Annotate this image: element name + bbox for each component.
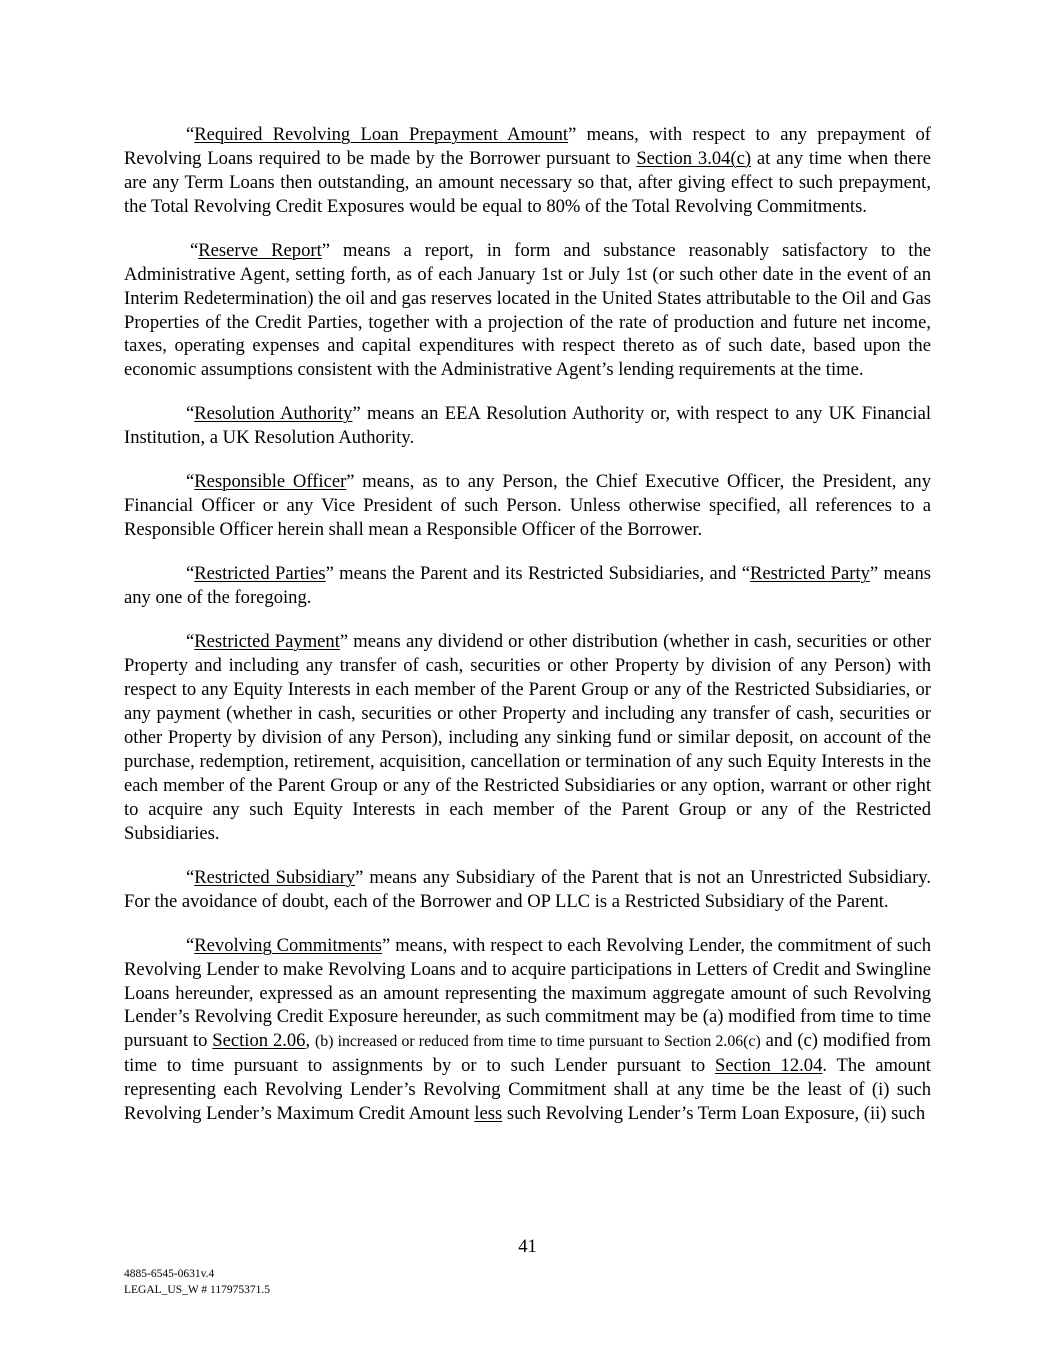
definition-revolving-commitments: “Revolving Commitments” means, with respect to each Revolving Lender, the commitment of such Revolving Lender to make Revolving Loans and to acquire participations in Letters of Credit and Swingline Loans hereunder, expressed as an amount representing the maximum aggregate amount of such Revolving Lender’s Revolving Credit Exposure hereunder, as such commitment may be (a) modified from time to time pursuant to Section 2.06, (b) increased or reduced from time to time pursuant to Section 2.06(c) and (c) modified from time to time pursuant to assignments by or to such Lender pursuant to Section 12.04. The amount representing each Revolving Lender’s Revolving Commitment shall at any time be the least of (i) such Revolving Lender’s Maximum Credit Amount less such Revolving Lender’s Term Loan Exposure, (ii) such: [124, 934, 932, 1125]
defined-term: Resolution Authority: [194, 403, 353, 425]
defined-term: Restricted Party: [749, 563, 870, 585]
defined-term: Restricted Subsidiary: [194, 866, 356, 888]
defined-term: Responsible Officer: [194, 471, 347, 493]
definition-reserve-report: “Reserve Report” means a report, in form and substance reasonably satisfactory to the Administrative Agent, setting forth, as of each January 1st or July 1st (or such other date in the event of an Interim Redetermination) the oil and gas reserves located in the United States attributable to the Oil and Gas Properties of the Credit Parties, together with a projection of the rate of production and future net income, taxes, operating expenses and capital expenditures with respect thereto as of such date, based upon the economic assumptions consistent with the Administrative Agent’s lending requirements at the time.: [124, 239, 931, 381]
definition-restricted-subsidiary: “Restricted Subsidiary” means any Subsidiary of the Parent that is not an Unrestricted Subsidiary. For the avoidance of doubt, each of the Borrower and OP LLC is a Restricted Subsidiary of the Parent.: [124, 866, 931, 912]
definition-resolution-authority: “Resolution Authority” means an EEA Resolution Authority or, with respect to any UK Financial Institution, a UK Resolution Authority.: [124, 403, 931, 449]
emphasis-term: less: [474, 1103, 503, 1125]
section-reference: Section 3.04(c): [636, 147, 752, 169]
definition-required-revolving-loan-prepayment-amount: “Required Revolving Loan Prepayment Amount” means, with respect to any prepayment of Revolving Loans required to be made by the Borrower pursuant to Section 3.04(c) at any time when there are any Term Loans then outstanding, an amount necessary so that, after giving effect to such prepayment, the Total Revolving Credit Exposures would be equal to 80% of the Total Revolving Commitments.: [124, 124, 931, 217]
defined-term: Restricted Payment: [194, 631, 340, 653]
defined-term: Reserve Report: [198, 239, 322, 261]
section-reference: Section 2.06: [212, 1030, 306, 1052]
page-number: 41: [518, 1236, 537, 1257]
document-footer: [124, 1266, 270, 1298]
defined-term: Required Revolving Loan Prepayment Amount: [194, 124, 569, 145]
section-reference: Section 12.04: [715, 1055, 823, 1077]
definition-restricted-payment: “Restricted Payment” means any dividend or other distribution (whether in cash, securities or other Property and including any transfer of cash, securities or other Property by division of any Person) with respect to any Equity Interests in each member of the Parent Group or any of the Restricted Subsidiaries, or any payment (whether in cash, securities or other Property and including any transfer of cash, securities or other Property by division of any Person), including any sinking fund or similar deposit, on account of the purchase, redemption, retirement, acquisition, cancellation or termination of any such Equity Interests in the each member of the Parent Group or any of the Restricted Subsidiaries or any option, warrant or other right to acquire any such Equity Interests in each member of the Parent Group or any of the Restricted Subsidiaries.: [124, 631, 931, 844]
footer-legal-id: LEGAL_US_W # 117975371.5: [124, 1284, 270, 1296]
definition-restricted-parties: “Restricted Parties” means the Parent and its Restricted Subsidiaries, and “Restricted Party” means any one of the foregoing.: [124, 563, 932, 609]
inserted-small-text: (b) increased or reduced from time to time pursuant to Section 2.06(c): [315, 1033, 761, 1051]
footer-doc-id: 4885-6545-0631v.4: [124, 1268, 215, 1280]
defined-term: Restricted Parties: [194, 563, 326, 585]
defined-term: Revolving Commitments: [194, 934, 383, 956]
definition-responsible-officer: “Responsible Officer” means, as to any Person, the Chief Executive Officer, the President, any Financial Officer or any Vice President of such Person. Unless otherwise specified, all references to a Responsible Officer herein shall mean a Responsible Officer of the Borrower.: [124, 471, 932, 541]
definitions-body: [124, 123, 931, 1146]
